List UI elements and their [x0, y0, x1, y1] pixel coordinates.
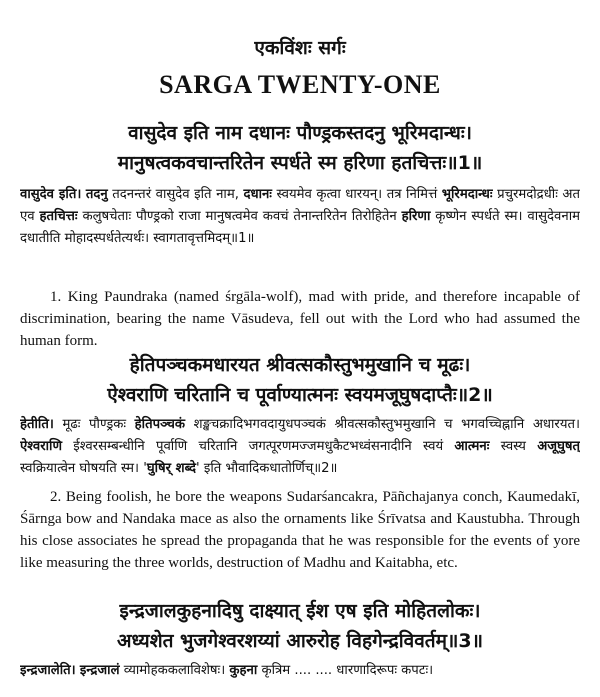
sarga-heading-sanskrit: एकविंशः सर्गः [254, 37, 346, 59]
translation-1-text: 1. King Paundraka (named śrgāla-wolf), mad with pride, and therefore incapable of discrimination, bearing the name Vāsudeva, fell out with the Lord who had assumed the human form. [20, 289, 580, 349]
verse-1-line-1: वासुदेव इति नाम दधानः पौण्ड्रकस्तदनु भूरिमदान्धः। [128, 122, 472, 144]
commentary-1-text: वासुदेव इति। तदनु तदनन्तरं वासुदेव इति नाम, दधानः स्वयमेव कृत्वा धारयन्। तत्र निमित्तं भूरिमदान्धः प्रचुरमदोद्रधीः अत एव हतचित्तः कलुषचेताः पौण्ड्रको राजा मानुषत्वमेव कवचं तेनान्तरितेन तिरोहितेन हरिणा कृष्णेन स्पर्धते स्म। वासुदेवनाम दधातीति मोहादस्पर्धतेत्यर्थः। स्वागतावृत्तमिदम्॥1॥ [20, 187, 580, 246]
translation-2-text: 2. Being foolish, he bore the weapons Sudarśancakra, Pāñchajanya conch, Kaumedakī, Śārnga bow and Nandaka mace as also the ornaments like Śrīvatsa and Kaustubha. Through his close associates he spread the propaganda that he was responsible for the events of yore like measuring the three worlds, destruction of Madhu and Kaitabha, etc. [20, 489, 580, 571]
commentary-keyword: आत्मनः [454, 439, 490, 454]
verse-2-line-2: ऐश्वराणि चरितानि च पूर्वाण्यात्मनः स्वयमजूघुषदाप्तैः॥2॥ [107, 384, 493, 406]
commentary-1 [20, 184, 580, 250]
commentary-keyword: अजूघुषत् [537, 439, 580, 454]
commentary-keyword: वासुदेव इति। [20, 187, 82, 202]
translation-1 [20, 286, 580, 352]
commentary-2-text: हेतीति। मूढः पौण्ड्रकः हेतिपञ्चकं शङ्खचक्रादिभगवदायुधपञ्चकं श्रीवत्सकौस्तुभमुखानि च भगवच्चिह्नानि अधारयत। ऐश्वराणि ईश्वरसम्बन्धीनि पूर्वाणि चरितानि जगत्पूरणमज्जमधुकैटभध्वंसनादीनि स्वयं आत्मनः स्वस्य अजूघुषत् स्वक्रियात्वेन घोषयति स्म। 'घुषिर् शब्दे' इति भौवादिकधातोर्णिच्॥2॥ [20, 417, 580, 476]
commentary-3 [20, 660, 580, 682]
commentary-keyword: हेतिपञ्चकं [134, 417, 186, 432]
verse-2 [0, 350, 600, 410]
commentary-keyword: कुहना [229, 663, 258, 678]
translation-2 [20, 486, 580, 574]
verse-1-line-2: मानुषत्वकवचान्तरितेन स्पर्धते स्म हरिणा हतचित्तः॥1॥ [117, 152, 483, 174]
verse-3-line-1: इन्द्रजालकुहनादिषु दाक्ष्यात् ईश एष इति मोहितलोकः। [119, 600, 481, 622]
commentary-2 [20, 414, 580, 480]
commentary-keyword: दधानः [243, 187, 272, 202]
commentary-keyword: हरिणा [401, 209, 431, 224]
sarga-title: SARGA TWENTY-ONE [159, 70, 441, 99]
verse-1 [0, 118, 600, 178]
commentary-keyword: भूरिमदान्धः [441, 187, 493, 202]
commentary-keyword: इन्द्रजालं [79, 663, 120, 678]
commentary-keyword: तदनु [85, 187, 108, 202]
commentary-keyword: हतचित्तः [39, 209, 78, 224]
commentary-keyword: ऐश्वराणि [20, 439, 62, 454]
commentary-keyword: घुषिर् शब्दे [146, 461, 197, 476]
verse-2-line-1: हेतिपञ्चकमधारयत श्रीवत्सकौस्तुभमुखानि च मूढः। [129, 354, 471, 376]
commentary-3-text: इन्द्रजालेति। इन्द्रजालं व्यामोहककलाविशेषः। कुहना कृत्रिम .... .... धारणादिरूपः कपटः। [20, 663, 434, 678]
verse-3 [0, 596, 600, 656]
commentary-keyword: हेतीति। [20, 417, 54, 432]
commentary-keyword: इन्द्रजालेति। [20, 663, 76, 678]
verse-3-line-2: अध्यशेत भुजगेश्वरशय्यां आरुरोह विहगेन्द्रविवर्तम्॥3॥ [117, 630, 483, 652]
